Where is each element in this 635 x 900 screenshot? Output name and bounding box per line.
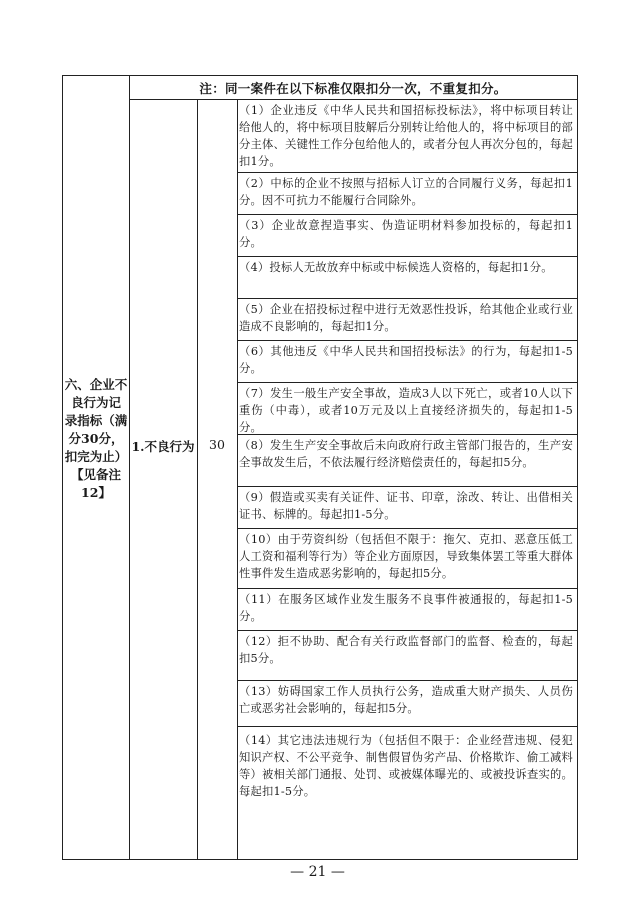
item-4: （4）投标人无故放弃中标或中标候选人资格的，每起扣1分。 bbox=[239, 261, 553, 274]
item-9: （9）假造或买卖有关证件、证书、印章，涂改、转让、出借相关证书、标牌的。每起扣1-5分。 bbox=[239, 491, 573, 521]
row-divider bbox=[237, 588, 577, 589]
item-6: （6）其他违反《中华人民共和国招投标法》的行为，每起扣1-5分。 bbox=[239, 345, 573, 375]
row-divider bbox=[237, 214, 577, 215]
page-number: — 21 — bbox=[290, 864, 345, 880]
score-value: 30 bbox=[209, 437, 225, 452]
category-line: 录指标（满 bbox=[64, 413, 128, 428]
row-divider bbox=[237, 486, 577, 487]
row-divider bbox=[237, 434, 577, 435]
item-11: （11）在服务区域作业发生服务不良事件被通报的，每起扣1-5分。 bbox=[239, 593, 573, 623]
category-line: 扣完为止） bbox=[64, 449, 128, 464]
row-divider bbox=[237, 256, 577, 257]
scoring-table bbox=[62, 75, 578, 860]
row-divider bbox=[237, 172, 577, 173]
item-5: （5）企业在招投标过程中进行无效恶性投诉，给其他企业或行业造成不良影响的，每起扣1分。 bbox=[239, 303, 573, 333]
category-line: 分30分， bbox=[68, 431, 124, 446]
item-2: （2）中标的企业不按照与招标人订立的合同履行义务，每起扣1分。因不可抗力不能履行合同除外。 bbox=[239, 177, 573, 207]
row-divider bbox=[237, 680, 577, 681]
row-divider bbox=[237, 382, 577, 383]
row-divider bbox=[237, 726, 577, 727]
subcategory-label: 1.不良行为 bbox=[131, 439, 195, 454]
category-line: 12】 bbox=[81, 485, 111, 500]
item-13: （13）妨碍国家工作人员执行公务，造成重大财产损失、人员伤亡或恶劣社会影响的，每起扣5分。 bbox=[239, 685, 573, 715]
row-divider bbox=[237, 528, 577, 529]
column-divider-2 bbox=[197, 99, 198, 859]
table-note: 注：同一案件在以下标准仅限扣分一次，不重复扣分。 bbox=[199, 80, 507, 96]
item-10: （10）由于劳资纠纷（包括但不限于：拖欠、克扣、恶意压低工人工资和福利等行为）等企业方面原因，导致集体罢工等重大群体性事件发生造成恶劣影响的，每起扣5分。 bbox=[239, 533, 573, 580]
column-divider-3 bbox=[237, 99, 238, 859]
category-label bbox=[63, 376, 129, 502]
category-line: 六、企业不 bbox=[64, 377, 128, 392]
note-divider bbox=[129, 99, 577, 100]
column-divider-1 bbox=[129, 76, 130, 859]
category-line: 良行为记 bbox=[70, 395, 121, 410]
row-divider bbox=[237, 298, 577, 299]
item-14: （14）其它违法违规行为（包括但不限于：企业经营违规、侵犯知识产权、不公平竞争、制售假冒伪劣产品、价格欺诈、偷工减料等）被相关部门通报、处罚、或被媒体曝光的、或被投诉查实的。每起扣1-5分。 bbox=[239, 734, 573, 798]
item-3: （3）企业故意捏造事实、伪造证明材料参加投标的，每起扣1分。 bbox=[239, 219, 573, 249]
row-divider bbox=[237, 630, 577, 631]
item-1: （1）企业违反《中华人民共和国招标投标法》，将中标项目转让给他人的，将中标项目肢解后分别转让给他人的，将中标项目的部分主体、关键性工作分包给他人的，或者分包人再次分包的，每起扣1分。 bbox=[239, 104, 573, 168]
item-7: （7）发生一般生产安全事故，造成3人以下死亡，或者10人以下重伤（中毒），或者10万元及以上直接经济损失的，每起扣1-5分。 bbox=[239, 387, 573, 434]
item-12: （12）拒不协助、配合有关行政监督部门的监督、检查的，每起扣5分。 bbox=[239, 635, 573, 665]
row-divider bbox=[237, 340, 577, 341]
item-8: （8）发生生产安全事故后未向政府行政主管部门报告的，生产安全事故发生后，不依法履行经济赔偿责任的，每起扣5分。 bbox=[239, 439, 573, 469]
category-line: 【见备注 bbox=[70, 467, 121, 482]
